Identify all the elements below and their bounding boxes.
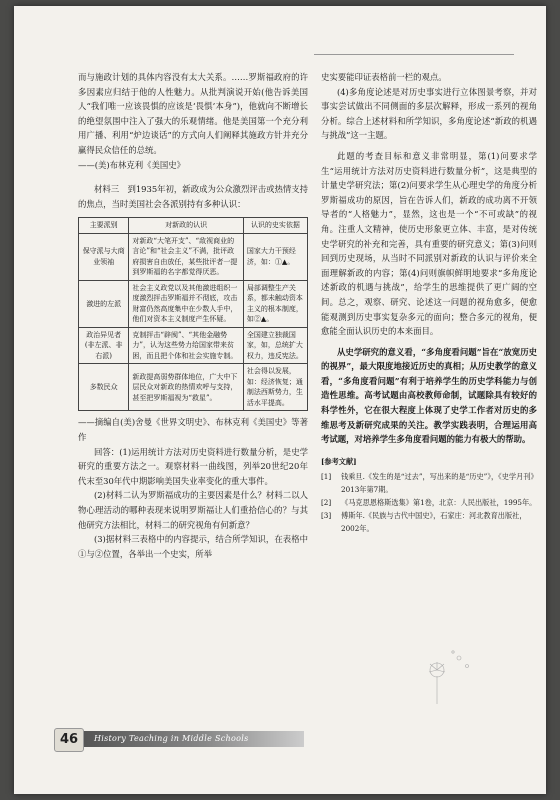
page-number: 46 <box>54 728 84 752</box>
table-cell: 克制抨击“辟阂”、“其他金融势力”，认为这些势力给国家带来贫困，而且把个体和社会实施专制。 <box>129 327 244 364</box>
journal-page <box>14 6 546 794</box>
table-cell: 社会主义政党以及其他激进组织一度激烈抨击罗斯福并不彻底，攻击财富仍然高度集中在少数人手中，他们对资本主义制度产生怀疑。 <box>129 280 244 327</box>
reference-number: [1] <box>321 471 332 481</box>
question-three: (3)据材料三表格中的内容提示，结合所学知识，在表格中①与②位置，各举出一个史实，所举 <box>78 534 308 559</box>
right-paragraph-continued: 史实要能印证表格前一栏的观点。 <box>321 72 447 82</box>
table-header: 认识的史实依据 <box>243 218 307 234</box>
reference-text: 《马克思恩格斯选集》第1卷，北京：人民出版社，1995年。 <box>341 497 537 507</box>
header-rule <box>314 54 514 55</box>
reference-item <box>321 509 537 535</box>
reference-text: 傅斯年.《民族与古代中国史》，石家庄：河北教育出版社，2002年。 <box>341 510 527 533</box>
table-cell: 社会得以发展，如：经济恢复；通制法西斯势力，生活水平提高。 <box>243 364 307 411</box>
material-three-intro: 材料三 到1935年初，新政成为公众激烈评击或热情支持的焦点，当时美国社会各派别持有多种认识： <box>78 184 308 209</box>
table-cell: 保守派与大商业领袖 <box>79 233 129 280</box>
table-row <box>79 280 308 327</box>
attribution-sources: ——摘编自(美)舍曼《世界文明史》、布林克利《美国史》等著作 <box>78 417 308 442</box>
table-cell: 政治异见者(非左派、非右派) <box>79 327 129 364</box>
table-cell: 全国建立独裁国家，如，总统扩大权力，违反宪法。 <box>243 327 307 364</box>
table-cell: 激进的左派 <box>79 280 129 327</box>
right-column <box>321 70 537 535</box>
reference-text: 钱乘旦.《发生的是“过去”，写出来的是“历史”》，《史学月刊》2013年第7期。 <box>341 471 535 494</box>
table-cell: 国家大力干预经济，如：①▲。 <box>243 233 307 280</box>
table-row <box>79 364 308 411</box>
table-row <box>79 233 308 280</box>
question-one: 回答：(1)运用统计方法对历史资料进行数量分析，是史学研究的重要方法之一。观察材料一曲线图，列举20世纪20年代末至30年代中期影响美国失业率变化的重大事件。 <box>78 446 308 486</box>
table-row <box>79 327 308 364</box>
table-cell: 对新政“大笔开支”、“敌视商业的言论”和“社会主义”不满，批评政府损害自由放任，某些批评者一提到罗斯福的名字都觉得厌恶。 <box>129 233 244 280</box>
references-section <box>321 455 537 535</box>
table-cell: 新政提高弱势群体地位，广大中下层民众对新政的热情欢呼与支持，甚至把罗斯福视为“救星”。 <box>129 364 244 411</box>
attribution-brinkley: ——(美)布林克利《美国史》 <box>78 159 186 170</box>
left-column <box>78 70 308 561</box>
conclusion-paragraph: 从史学研究的意义看，“多角度看问题”旨在“放宽历史的视界”，最大限度地接近历史的真相；从历史教学的意义看，“多角度看问题”有利于培养学生的历史学科能力与创造性思维。高考试题由高校教师命制，试题除具有较好的科学性外，它在很大程度上体现了史学工作者对历史的多维思考及新研究成果的关注。教学实践表明，合理运用高考试题，对培养学生多角度看问题的能力有极大的帮助。 <box>321 346 537 445</box>
question-two: (2)材料二认为罗斯福成功的主要因素是什么？材料二以人物心理活动的哪种表现来说明罗斯福让人们重拾信心的？与其他研究方法相比，材料二的研究视角有何新意？ <box>78 490 308 530</box>
table-header: 对新政的认识 <box>129 218 244 234</box>
dandelion-decoration-icon <box>419 646 479 706</box>
left-paragraph-top: 而与施政计划的具体内容没有太大关系。……罗斯福政府的许多因素应归结于他的人性魅力。从批判演说开始(他告诉美国人“我们唯一应该畏惧的应该是‘畏惧’本身”)，他就向不断增长的绝望氛围中注入了强大的乐观情绪。他是美国第一个充分利用广播、利用“炉边谈话”的方式向人们阐释其施政方针并充分赢得民众信任的总统。 <box>78 72 308 155</box>
reference-item <box>321 496 537 509</box>
table-cell: 多数民众 <box>79 364 129 411</box>
question-four: (4)多角度论述是对历史事实进行立体图景考察，并对事实尝试做出不同侧面的多层次解释，形成一系列的视角分析。综合上述材料和所学知识，多角度论述“新政的机遇与挑战”这一主题。 <box>321 86 537 141</box>
journal-name: History Teaching in Middle Schools <box>94 734 249 743</box>
analysis-paragraph: 此题的考查目标和意义非常明显，第(1)问要求学生“运用统计方法对历史资料进行数量分析”，这是典型的计量史学研究法；第(2)问要求学生从心理史学的角度分析罗斯福成功的原因，旨在告诉人们，新政的成功离不开领导者的“人格魅力”，显然，这也是一个“不可或缺”的视角。注重人文精神，使历史形象更立体、丰富，是对传统史学研究的补充和完善，具有重要的研究意义；第(3)问则回到历史现场，从当时不同派别对新政的认识与评价来全面理解新政的内容；第(4)问则旗帜鲜明地要求“多角度论述新政的机遇与挑战”，给学生的思维提供了更广阔的空间。总之，观察、研究、论述这一问题的视角愈多，便愈能观测到历史事实复杂多元的面向；整合多元的视角，便愈能全面认识历史的本来面目。 <box>321 150 537 337</box>
references-title: [参考文献] <box>321 456 357 466</box>
page-footer <box>54 728 304 750</box>
reference-number: [3] <box>321 510 332 520</box>
table-header-row <box>79 218 308 234</box>
reference-item <box>321 470 537 496</box>
table-cell: 局部调整生产关系，都未触动资本主义的根本制度，如②▲。 <box>243 280 307 327</box>
factions-table <box>78 217 308 411</box>
table-header: 主要派别 <box>79 218 129 234</box>
reference-number: [2] <box>321 497 332 507</box>
